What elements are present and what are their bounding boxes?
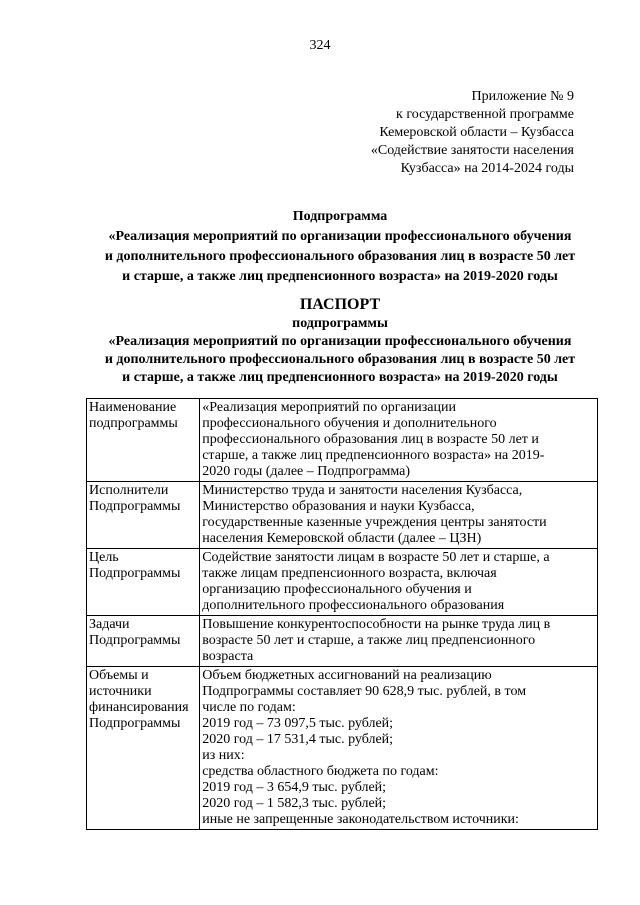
row-content-cell (200, 549, 598, 616)
row-content-line: Повышение конкурентоспособности на рынке труда лиц в (202, 617, 551, 632)
passport-line: и старше, а также лиц предпенсионного возраста» на 2019-2020 годы (122, 370, 558, 385)
row-content-cell (200, 667, 598, 830)
row-content-line: возраста (202, 649, 254, 664)
row-label-cell (87, 399, 200, 482)
row-label-line: Подпрограммы (89, 633, 181, 648)
row-label-line: Подпрограммы (89, 499, 181, 514)
row-content-line: Министерство труда и занятости населения Кузбасса, (202, 483, 523, 498)
passport-table (86, 398, 598, 830)
page-number: 324 (309, 38, 331, 53)
row-label-line: Подпрограммы (89, 566, 181, 581)
table-row (87, 482, 598, 549)
row-content-line: Министерство образования и науки Кузбасса, (202, 499, 475, 514)
row-content-line: также лицам предпенсионного возраста, включая (202, 566, 497, 581)
appendix-line: «Содействие занятости населения (370, 143, 574, 158)
table-row (87, 399, 598, 482)
row-content-line: иные не запрещенные законодательством источники: (202, 812, 519, 827)
row-content-line: государственные казенные учреждения центры занятости (202, 515, 547, 530)
row-content-cell (200, 399, 598, 482)
passport-line: и дополнительного профессионального образования лиц в возрасте 50 лет (104, 352, 576, 367)
table-row (87, 667, 598, 830)
row-label-cell (87, 549, 200, 616)
passport-title (60, 295, 620, 387)
row-label-line: Исполнители (89, 483, 169, 498)
row-label-line: Наименование (89, 400, 177, 415)
row-label-line: Цель (89, 550, 119, 565)
row-content-line: профессионального образования лиц в возрасте 50 лет и (202, 432, 539, 447)
row-content-line: 2019 год – 3 654,9 тыс. рублей; (202, 780, 387, 795)
row-content-line: Объем бюджетных ассигнований на реализацию (202, 668, 492, 683)
row-label-line: источники (89, 684, 152, 699)
appendix-line: Кузбасса» на 2014-2024 годы (400, 161, 574, 176)
row-label-line: подпрограммы (89, 416, 178, 431)
appendix-line: Кемеровской области – Кузбасса (379, 125, 574, 140)
row-content-line: профессионального обучения и дополнительного (202, 416, 497, 431)
subprogram-line: и старше, а также лиц предпенсионного возраста» на 2019-2020 годы (122, 269, 558, 284)
row-content-line: возрасте 50 лет и старше, а также лиц предпенсионного (202, 633, 536, 648)
passport-line: «Реализация мероприятий по организации профессионального обучения (108, 334, 572, 349)
row-content-cell (200, 482, 598, 549)
row-label-line: Подпрограммы (89, 716, 181, 731)
row-content-line: Содействие занятости лицам в возрасте 50 лет и старше, а (202, 550, 550, 565)
row-label-cell (87, 616, 200, 667)
passport-table-body (87, 399, 598, 830)
row-content-line: Подпрограммы составляет 90 628,9 тыс. рублей, в том (202, 684, 527, 699)
row-content-line: 2020 год – 1 582,3 тыс. рублей; (202, 796, 387, 811)
row-content-line: 2020 год – 17 531,4 тыс. рублей; (202, 732, 394, 747)
row-label-line: финансирования (89, 700, 189, 715)
row-content-line: населения Кемеровской области (далее – ЦЗН) (202, 531, 482, 546)
subprogram-line: «Реализация мероприятий по организации профессионального обучения (108, 229, 572, 244)
row-content-line: дополнительного профессионального образования (202, 598, 505, 613)
row-content-line: организацию профессионального обучения и (202, 582, 472, 597)
passport-heading: ПАСПОРТ (299, 296, 381, 313)
table-row (87, 549, 598, 616)
table-row (87, 616, 598, 667)
row-label-line: Задачи (89, 617, 130, 632)
subprogram-title (60, 207, 620, 287)
row-content-line: средства областного бюджета по годам: (202, 764, 439, 779)
appendix-line: Приложение № 9 (471, 89, 574, 104)
row-label-cell (87, 667, 200, 830)
row-content-line: «Реализация мероприятий по организации (202, 400, 456, 415)
row-label-cell (87, 482, 200, 549)
row-content-line: старше, а также лиц предпенсионного возраста» на 2019- (202, 448, 545, 463)
appendix-header (314, 88, 574, 178)
row-content-line: 2019 год – 73 097,5 тыс. рублей; (202, 716, 394, 731)
row-content-line: из них: (202, 748, 245, 763)
row-label-line: Объемы и (89, 668, 149, 683)
subprogram-line: и дополнительного профессионального образования лиц в возрасте 50 лет (104, 249, 576, 264)
appendix-line: к государственной программе (396, 107, 574, 122)
row-content-line: числе по годам: (202, 700, 296, 715)
passport-subheading: подпрограммы (292, 316, 388, 331)
row-content-line: 2020 годы (далее – Подпрограмма) (202, 464, 411, 479)
subprogram-heading: Подпрограмма (292, 209, 388, 224)
row-content-cell (200, 616, 598, 667)
